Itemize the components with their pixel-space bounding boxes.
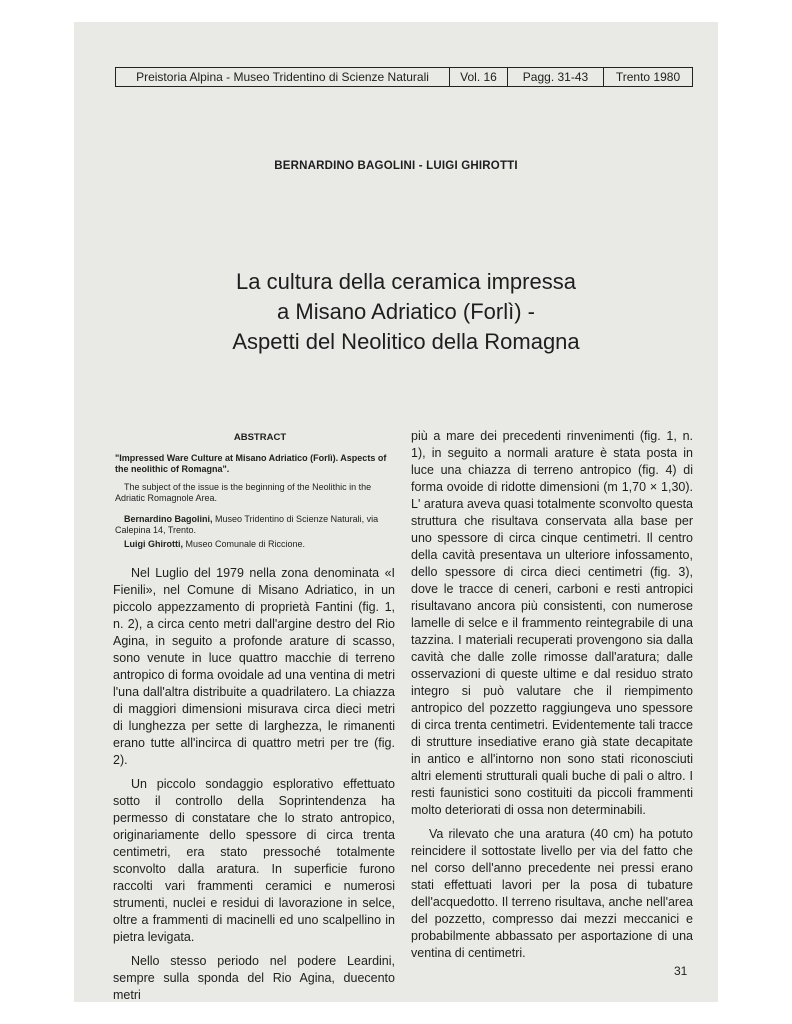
paragraph: più a mare dei precedenti rinvenimenti (fig. 1, n. 1), in seguito a normali arature è stata posta in luce una chiazza di terreno antropico (fig. 4) di forma ovoide di ridotte dimensioni (m 1,70 × 1,30). L' aratura aveva quasi totalmente sconvolto questa struttura che risultava conservata alla base per uno spessore di circa cinque centimetri. Il centro della cavità presentava un ulteriore infossamento, dello spessore di circa dieci centimetri (fig. 3), dove le tracce di ceneri, carboni e resti antropici risultavano ancora più consistenti, con numerose lamelle di selce e il frammento reintegrabile di una tazzina. I materiali recuperati provengono sia dalla cavità che dalle zolle rimosse dall'aratura; dalle osservazioni di queste ultime e dal residuo strato integro si può valutare che il riempimento antropico del pozzetto raggiungeva uno spessore di circa trenta centimetri. Evidentemente tali tracce di strutture insediative erano già state decapitate in antico e all'intorno non sono stati riconosciuti altri elementi strutturali quali buche di pali o altro. I resti faunistici sono costituiti da piccoli frammenti molto deteriorati di ossa non determinabili.: [411, 429, 693, 817]
page-number: 31: [674, 964, 688, 978]
article-title: [0, 267, 792, 357]
paragraph: Nello stesso periodo nel podere Leardini, sempre sulla sponda del Rio Agina, duecento metri: [113, 954, 395, 1002]
body-column-left: [113, 565, 395, 1011]
pages: Pagg. 31-43: [507, 68, 603, 86]
abstract-en-title: "Impressed Ware Culture at Misano Adriatico (Forlì). Aspects of the neolithic of Romagna".: [115, 453, 387, 474]
title-line-2: a Misano Adriatico (Forlì) -: [277, 299, 535, 324]
journal-name: Preistoria Alpina - Museo Tridentino di Scienze Naturali: [136, 70, 429, 84]
authors: BERNARDINO BAGOLINI - LUIGI GHIROTTI: [274, 160, 518, 172]
title-line-1: La cultura della ceramica impressa: [236, 269, 576, 294]
abstract: [115, 432, 395, 550]
place-year: Trento 1980: [603, 68, 692, 86]
paragraph: Un piccolo sondaggio esplorativo effettuato sotto il controllo della Soprintendenza ha permesso di constatare che lo strato antropico, originariamente dello spessore di circa trenta centimetri, era stato pressoché totalmente sconvolto dalla aratura. In superficie furono raccolti vari frammenti ceramici e numerosi strumenti, nuclei e residui di lavorazione in selce, oltre a frammenti di macinelli ed uno scalpellino in pietra levigata.: [113, 777, 395, 944]
journal-header: [115, 67, 693, 87]
volume: Vol. 16: [449, 68, 507, 86]
abstract-heading: ABSTRACT: [233, 432, 287, 443]
affiliation-1: Bernardino Bagolini, Museo Tridentino di Scienze Naturali, via Calepina 14, Trento.: [115, 514, 379, 535]
paragraph: Va rilevato che una aratura (40 cm) ha potuto reincidere il sottostate livello per via del fatto che nel corso dell'anno precedente nei pressi erano stati effettuati lavori per la posa di tubature dell'acquedotto. Il terreno risultava, anche nell'area del pozzetto, compresso dai mezzi meccanici e probabilmente abbassato per asportazione di una ventina di centimetri.: [411, 827, 693, 960]
paragraph: Nel Luglio del 1979 nella zona denominata «I Fienili», nel Comune di Misano Adriatico, in un piccolo appezzamento di proprietà Fantini (fig. 1, n. 2), a circa cento metri dall'argine destro del Rio Agina, in seguito a profonde arature di scasso, sono venute in luce quattro macchie di terreno antropico di forma ovoidale ad una ventina di metri l'una dall'altra distribuite a quadrilatero. La chiazza di maggiori dimensioni misurava circa dieci metri di lunghezza per sette di larghezza, le rimanenti erano tutte all'incirca di quattro metri per tre (fig. 2).: [113, 566, 395, 767]
body-column-right: [411, 428, 693, 969]
abstract-en-text: The subject of the issue is the beginning of the Neolithic in the Adriatic Romagnole Area.: [115, 482, 372, 503]
title-line-3: Aspetti del Neolitico della Romagna: [232, 329, 580, 354]
affiliation-2: Luigi Ghirotti, Museo Comunale di Riccione.: [124, 539, 306, 549]
